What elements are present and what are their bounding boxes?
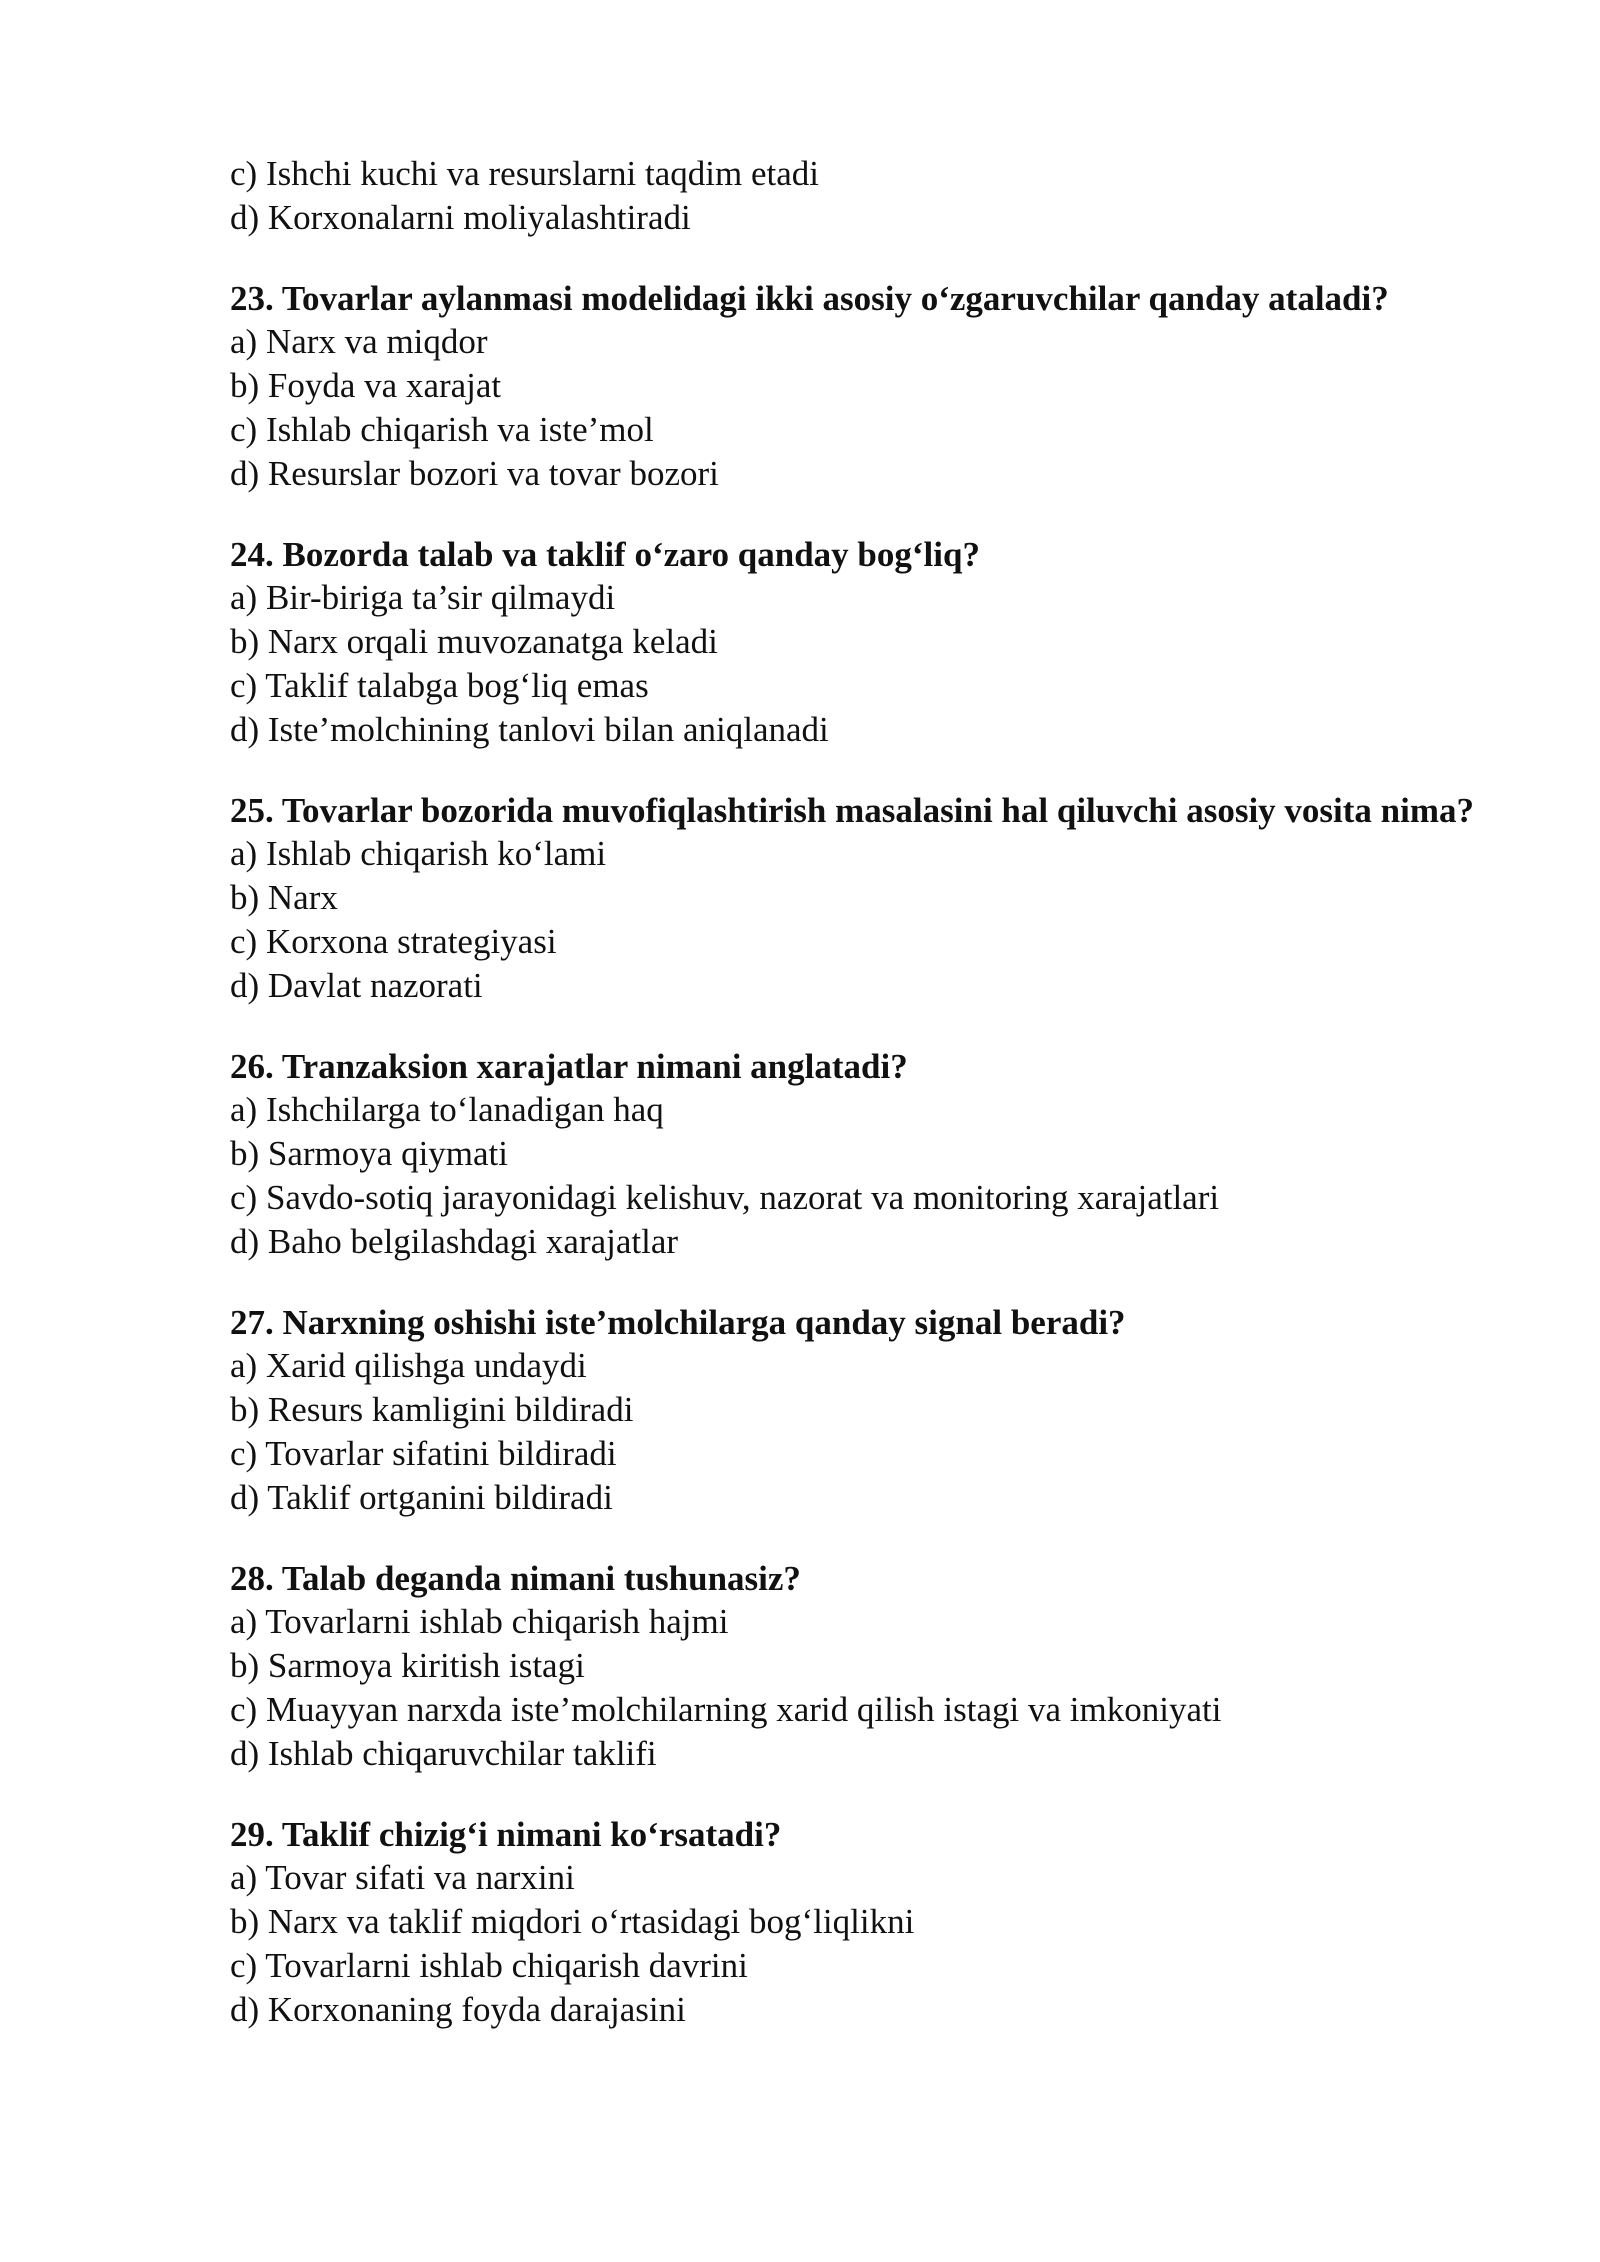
- answer-option: b) Sarmoya kiritish istagi: [230, 1646, 585, 1686]
- answer-option: a) Ishlab chiqarish ko‘lami: [230, 834, 607, 874]
- answer-option: a) Tovar sifati va narxini: [230, 1858, 575, 1898]
- answer-option: d) Korxonalarni moliyalashtiradi: [230, 197, 691, 237]
- document-page: [230, 152, 1530, 2031]
- lead-options: [230, 152, 1530, 240]
- answer-option: b) Foyda va xarajat: [230, 366, 502, 406]
- answer-option: c) Ishlab chiqarish va iste’mol: [230, 409, 654, 449]
- answer-option: b) Sarmoya qiymati: [230, 1134, 509, 1174]
- answer-option: c) Korxona strategiyasi: [230, 921, 557, 961]
- question-title: 25. Tovarlar bozorida muvofiqlashtirish masalasini hal qiluvchi asosiy vosita nima?: [230, 790, 1475, 830]
- answer-option: c) Tovarlarni ishlab chiqarish davrini: [230, 1945, 748, 1985]
- question-25: [230, 789, 1530, 1008]
- question-27: [230, 1301, 1530, 1520]
- answer-option: a) Narx va miqdor: [230, 322, 488, 362]
- answer-option: d) Baho belgilashdagi xarajatlar: [230, 1221, 679, 1261]
- question-title: 23. Tovarlar aylanmasi modelidagi ikki asosiy o‘zgaruvchilar qanday ataladi?: [230, 278, 1389, 318]
- answer-option: a) Bir-biriga ta’sir qilmaydi: [230, 578, 616, 618]
- answer-option: b) Resurs kamligini bildiradi: [230, 1390, 634, 1430]
- answer-option: c) Ishchi kuchi va resurslarni taqdim etadi: [230, 154, 819, 193]
- question-title: 26. Tranzaksion xarajatlar nimani anglatadi?: [230, 1046, 908, 1086]
- answer-option: c) Muayyan narxda iste’molchilarning xarid qilish istagi va imkoniyati: [230, 1689, 1222, 1729]
- question-24: [230, 533, 1530, 752]
- question-title: 27. Narxning oshishi iste’molchilarga qanday signal beradi?: [230, 1302, 1126, 1342]
- answer-option: b) Narx va taklif miqdori o‘rtasidagi bog‘liqlikni: [230, 1902, 915, 1942]
- answer-option: d) Ishlab chiqaruvchilar taklifi: [230, 1733, 657, 1773]
- answer-option: d) Resurslar bozori va tovar bozori: [230, 453, 719, 493]
- question-title: 28. Talab deganda nimani tushunasiz?: [230, 1558, 801, 1598]
- answer-option: d) Iste’molchining tanlovi bilan aniqlanadi: [230, 709, 829, 749]
- answer-option: b) Narx: [230, 878, 338, 918]
- answer-option: c) Taklif talabga bog‘liq emas: [230, 665, 649, 705]
- question-29: [230, 1813, 1530, 2032]
- question-26: [230, 1045, 1530, 1264]
- answer-option: a) Ishchilarga to‘lanadigan haq: [230, 1090, 664, 1130]
- answer-option: d) Taklif ortganini bildiradi: [230, 1477, 613, 1517]
- question-23: [230, 277, 1530, 496]
- question-title: 24. Bozorda talab va taklif o‘zaro qanday bog‘liq?: [230, 534, 980, 574]
- answer-option: a) Tovarlarni ishlab chiqarish hajmi: [230, 1602, 729, 1642]
- answer-option: b) Narx orqali muvozanatga keladi: [230, 622, 718, 662]
- answer-option: a) Xarid qilishga undaydi: [230, 1346, 587, 1386]
- question-28: [230, 1557, 1530, 1776]
- answer-option: c) Tovarlar sifatini bildiradi: [230, 1433, 617, 1473]
- answer-option: d) Korxonaning foyda darajasini: [230, 1989, 686, 2029]
- answer-option: d) Davlat nazorati: [230, 965, 483, 1005]
- answer-option: c) Savdo-sotiq jarayonidagi kelishuv, nazorat va monitoring xarajatlari: [230, 1177, 1220, 1217]
- question-title: 29. Taklif chizig‘i nimani ko‘rsatadi?: [230, 1814, 782, 1854]
